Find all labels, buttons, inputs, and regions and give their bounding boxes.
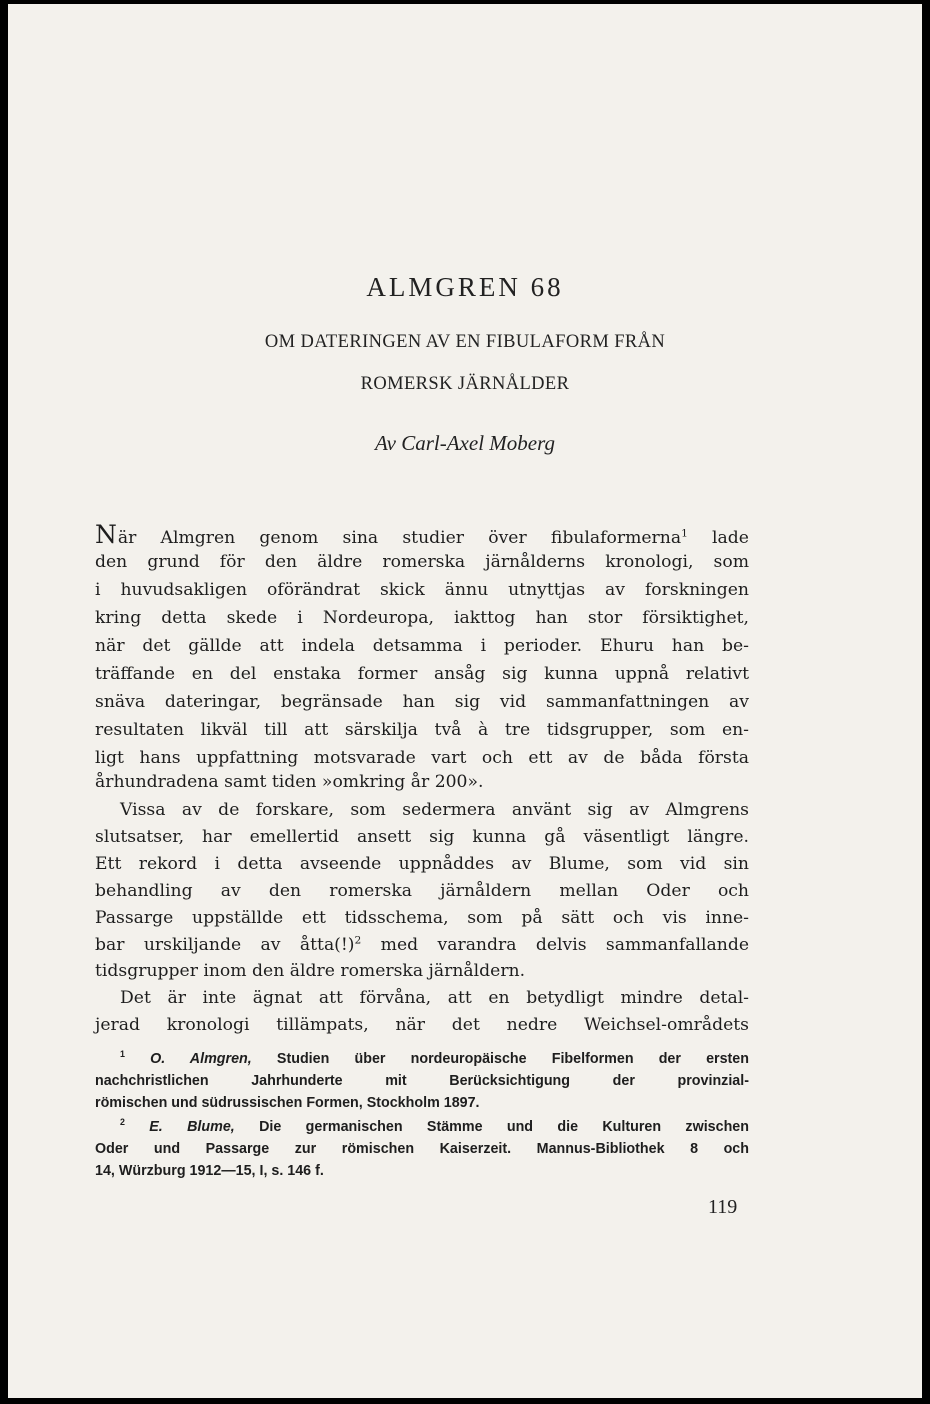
footnote-1-line: römischen und südrussischen Formen, Stockholm 1897. xyxy=(95,1095,480,1111)
body-line: behandling av den romerska järnåldern mellan Oder och xyxy=(95,881,749,901)
body-line: tidsgrupper inom den äldre romerska järnåldern. xyxy=(95,961,526,981)
footnote-marker: 1 xyxy=(120,1049,125,1060)
footnote-marker: 2 xyxy=(120,1117,125,1128)
article-subtitle-line-2: ROMERSK JÄRNÅLDER xyxy=(360,374,570,394)
footnote-2-line xyxy=(95,1116,749,1138)
body-text: med varandra delvis sammanfallande xyxy=(361,935,749,955)
body-line: när det gällde att indela detsamma i perioder. Ehuru han be- xyxy=(95,636,749,656)
footnote-author: O. Almgren, xyxy=(150,1051,252,1067)
body-line: århundradena samt tiden »omkring år 200». xyxy=(95,772,484,792)
body-text: lade xyxy=(687,528,749,548)
body-line: kring detta skede i Nordeuropa, iakttog han stor försiktighet, xyxy=(95,608,749,628)
body-line: träffande en del enstaka former ansåg sig kunna uppnå relativt xyxy=(95,664,749,684)
body-line: snäva dateringar, begränsade han sig vid sammanfattningen av xyxy=(95,692,749,712)
footnote-text: Studien über nordeuropäische Fibelformen der ersten xyxy=(251,1051,749,1067)
author-byline: Av Carl-Axel Moberg xyxy=(374,431,555,455)
body-text: är Almgren genom sina studier över fibulaformerna xyxy=(117,528,682,548)
body-line: resultaten likväl till att särskilja två à tre tidsgrupper, som en- xyxy=(95,720,749,740)
body-line xyxy=(95,521,749,548)
footnote-2-line: Oder und Passarge zur römischen Kaiserzeit. Mannus-Bibliothek 8 och xyxy=(95,1141,749,1157)
body-line: jerad kronologi tillämpats, när det nedre Weichsel-områdets xyxy=(95,1015,749,1035)
footnote-1-line xyxy=(95,1048,749,1070)
body-line: Vissa av de forskare, som sedermera använt sig av Almgrens xyxy=(120,800,749,820)
footnote-ref: 1 xyxy=(681,526,688,540)
footnote-2-line: 14, Würzburg 1912—15, I, s. 146 f. xyxy=(95,1163,324,1179)
article-subtitle-line-1: OM DATERINGEN AV EN FIBULAFORM FRÅN xyxy=(264,332,666,352)
footnote-text: Die germanischen Stämme und die Kulturen zwischen xyxy=(234,1119,749,1135)
page-number: 119 xyxy=(708,1196,738,1218)
article-title: ALMGREN 68 xyxy=(366,272,564,302)
body-line: Det är inte ägnat att förvåna, att en betydligt mindre detal- xyxy=(120,988,749,1008)
body-line: ligt hans uppfattning motsvarade vart och ett av de båda första xyxy=(95,748,749,768)
footnote-1-line: nachchristlichen Jahrhunderte mit Berücksichtigung der provinzial- xyxy=(95,1073,749,1089)
body-text: bar urskiljande av åtta(!) xyxy=(95,935,355,955)
body-line xyxy=(95,932,749,959)
body-line: i huvudsakligen oförändrat skick ännu utnyttjas av forskningen xyxy=(95,580,749,600)
body-line: den grund för den äldre romerska järnålderns kronologi, som xyxy=(95,552,749,572)
footnote-author: E. Blume, xyxy=(149,1119,235,1135)
body-line: Passarge uppställde ett tidsschema, som på sätt och vis inne- xyxy=(95,908,749,928)
body-line: slutsatser, har emellertid ansett sig kunna gå väsentligt längre. xyxy=(95,827,749,847)
body-line: Ett rekord i detta avseende uppnåddes av Blume, som vid sin xyxy=(95,854,749,874)
book-page xyxy=(8,4,922,1398)
footnote-ref: 2 xyxy=(354,933,362,947)
drop-cap: N xyxy=(95,520,118,549)
